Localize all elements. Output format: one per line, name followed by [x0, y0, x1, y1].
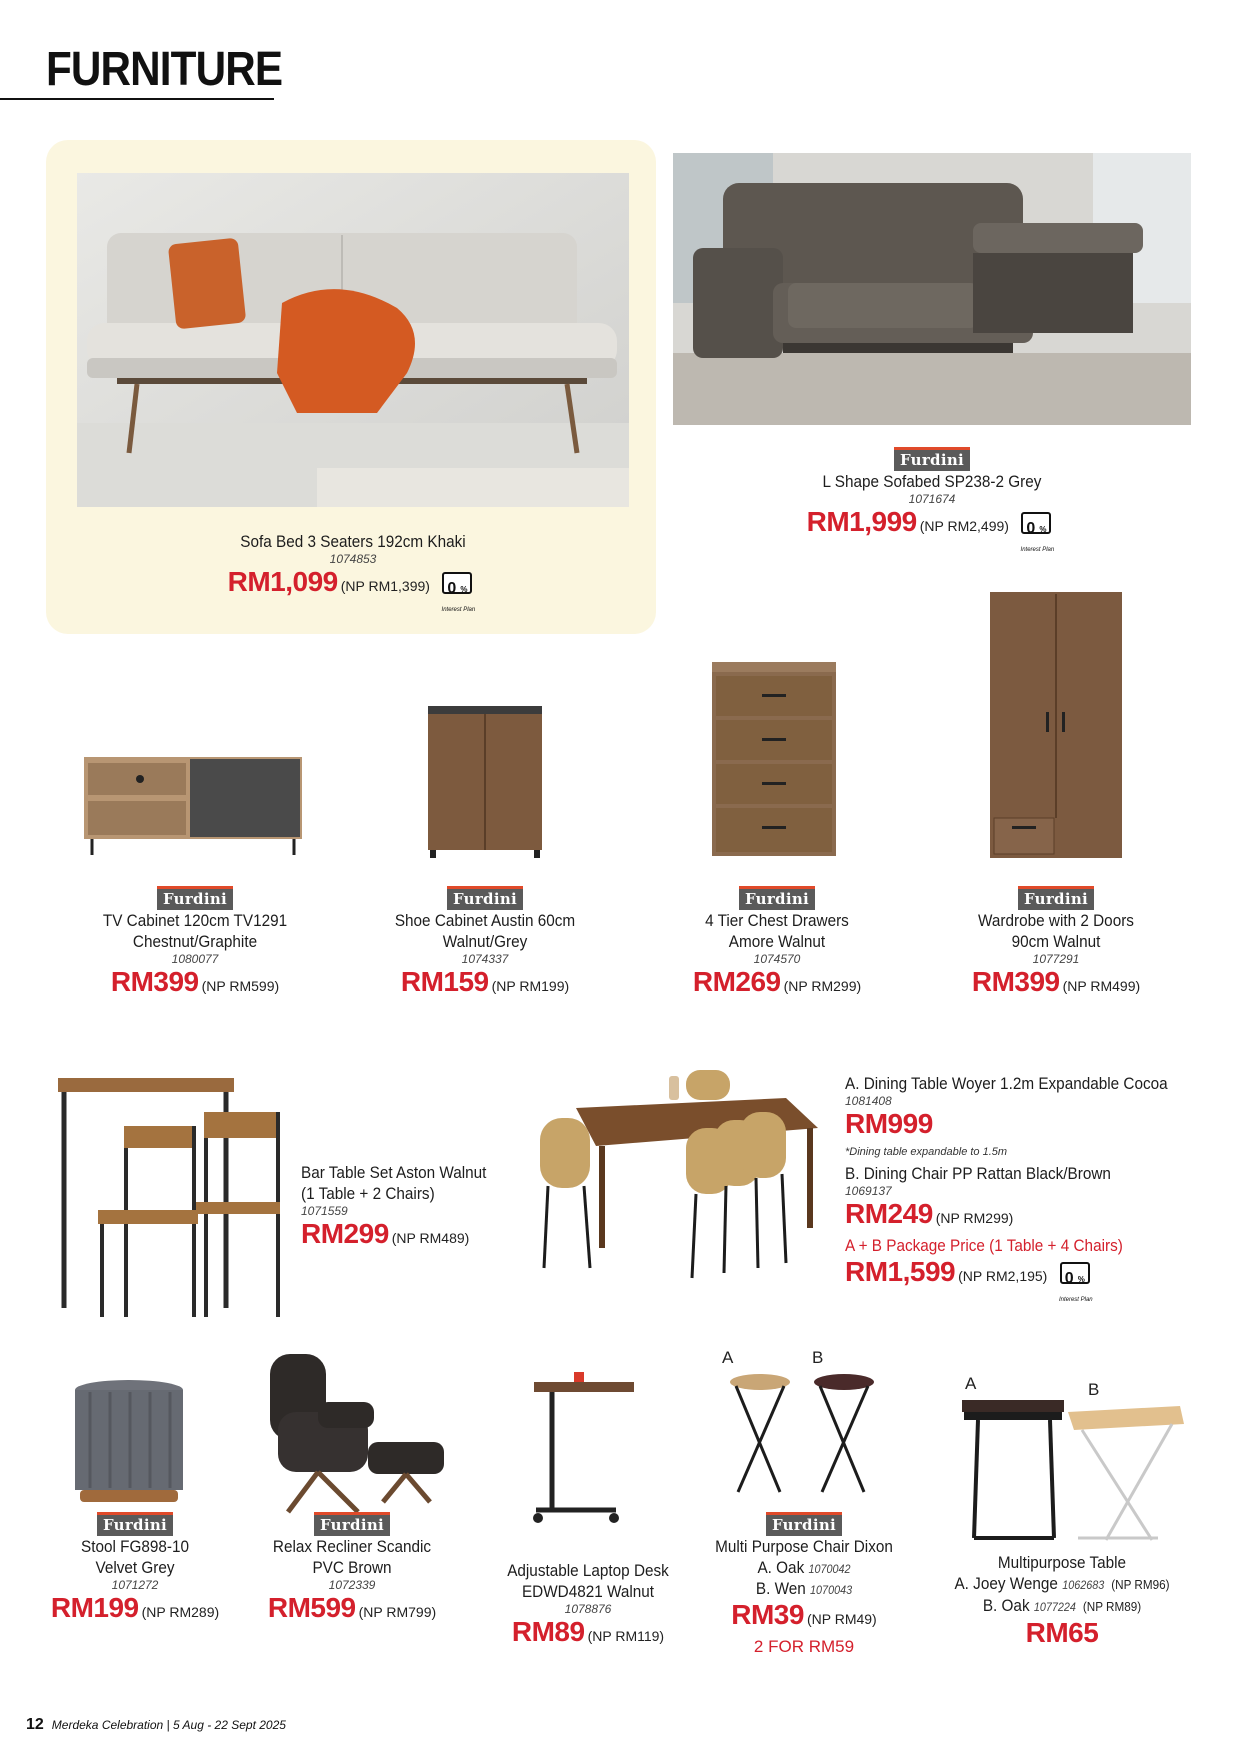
brand-logo: Furdini — [739, 886, 815, 910]
product-sku: 1078876 — [564, 1602, 612, 1616]
normal-price: (NP RM299) — [783, 978, 862, 994]
dining-table-price: RM999 — [845, 1108, 933, 1139]
product-name: Sofa Bed 3 Seaters 192cm Khaki — [240, 532, 466, 551]
product-sku: 1072339 — [328, 1578, 376, 1592]
product-name-line2: (1 Table + 2 Chairs) — [301, 1184, 435, 1203]
product-price: RM399 — [110, 966, 199, 997]
product-name-line2: Velvet Grey — [95, 1558, 175, 1577]
product-sku: 1077291 — [1032, 952, 1080, 966]
variant-a-normal-price: (NP RM96) — [1111, 1577, 1170, 1592]
product-price: RM199 — [50, 1592, 139, 1623]
variant-a-sku: 1062683 — [1062, 1578, 1105, 1592]
product-sku: 1074570 — [753, 952, 801, 966]
normal-price: (NP RM499) — [1062, 978, 1141, 994]
page-footer — [26, 1716, 286, 1734]
product-name-line1: Relax Recliner Scandic — [272, 1537, 432, 1556]
product-sku: 1071272 — [111, 1578, 159, 1592]
catalog-title: Merdeka Celebration | 5 Aug - 22 Sept 2025 — [51, 1718, 286, 1732]
product-name: Multipurpose Table — [997, 1553, 1127, 1572]
normal-price: (NP RM2,195) — [958, 1268, 1048, 1284]
bar-table-set-image[interactable] — [54, 1072, 286, 1317]
dining-chair-sku: 1069137 — [845, 1184, 892, 1198]
package-price: RM1,599 — [845, 1256, 956, 1287]
product-name-line2: Amore Walnut — [728, 932, 826, 951]
dixon-chair-image[interactable] — [716, 1372, 886, 1500]
laptop-desk-image[interactable] — [526, 1368, 642, 1538]
product-name-line1: Stool FG898-10 — [80, 1537, 189, 1556]
product-name-line2: Chestnut/Graphite — [132, 932, 258, 951]
package-label: A + B Package Price (1 Table + 4 Chairs) — [845, 1236, 1123, 1255]
product-price: RM159 — [400, 966, 489, 997]
product-sku: 1071559 — [301, 1204, 348, 1218]
product-price: RM599 — [267, 1592, 356, 1623]
multipurpose-table-image[interactable] — [958, 1398, 1188, 1544]
tv-cabinet-image[interactable] — [82, 755, 304, 857]
variant-b-sku: 1077224 — [1033, 1600, 1076, 1614]
normal-price: (NP RM199) — [491, 978, 570, 994]
variant-label-b: B — [1088, 1380, 1100, 1399]
brand-logo: Furdini — [894, 447, 970, 471]
brand-logo: Furdini — [97, 1512, 173, 1536]
product-name-line2: PVC Brown — [312, 1558, 392, 1577]
variant-b-name: B. Oak — [982, 1596, 1030, 1615]
recliner-image[interactable] — [258, 1352, 448, 1524]
page-title: FURNITURE — [46, 43, 283, 96]
zero-interest-icon: 0 % Interest Plan — [438, 572, 478, 602]
variant-a-name: A. Joey Wenge — [954, 1574, 1058, 1593]
chest-drawers-image[interactable] — [710, 662, 838, 860]
product-name-line2: 90cm Walnut — [1011, 932, 1101, 951]
product-price: RM1,999 — [806, 506, 917, 537]
product-name-line1: Wardrobe with 2 Doors — [978, 911, 1134, 930]
zero-interest-icon: 0 % Interest Plan — [1056, 1262, 1096, 1292]
brand-logo: Furdini — [1018, 886, 1094, 910]
product-sku: 1071674 — [908, 492, 956, 506]
product-price: RM65 — [1025, 1617, 1099, 1648]
page-number: 12 — [26, 1716, 44, 1733]
product-price: RM399 — [971, 966, 1060, 997]
dining-chair-name: B. Dining Chair PP Rattan Black/Brown — [845, 1164, 1111, 1183]
product-name-line1: TV Cabinet 120cm TV1291 — [102, 911, 288, 930]
normal-price: (NP RM49) — [806, 1611, 877, 1627]
brand-logo: Furdini — [157, 886, 233, 910]
variant-label-a: A — [965, 1374, 977, 1393]
dining-table-sku: 1081408 — [845, 1094, 892, 1108]
product-price: RM39 — [731, 1599, 804, 1630]
wardrobe-image[interactable] — [988, 592, 1124, 860]
dining-chair-price: RM249 — [845, 1198, 933, 1229]
product-name-line1: Adjustable Laptop Desk — [507, 1561, 669, 1580]
promo-text: 2 FOR RM59 — [753, 1637, 855, 1656]
product-price: RM1,099 — [227, 566, 338, 597]
variant-a-sku: 1070042 — [808, 1562, 851, 1576]
stool-image[interactable] — [70, 1378, 188, 1506]
product-name-line1: Shoe Cabinet Austin 60cm — [394, 911, 576, 930]
product-name-line2: EDWD4821 Walnut — [521, 1582, 655, 1601]
brand-logo: Furdini — [447, 886, 523, 910]
normal-price: (NP RM119) — [587, 1628, 665, 1644]
zero-interest-icon: 0 % Interest Plan — [1017, 512, 1057, 542]
title-underline — [0, 98, 274, 100]
variant-b-name: B. Wen — [755, 1579, 806, 1598]
normal-price: (NP RM2,499) — [919, 518, 1009, 534]
normal-price: (NP RM299) — [935, 1210, 1014, 1226]
product-price: RM89 — [511, 1616, 585, 1647]
product-sku: 1080077 — [171, 952, 219, 966]
shoe-cabinet-image[interactable] — [426, 706, 544, 858]
product-price: RM269 — [692, 966, 781, 997]
product-name-line1: 4 Tier Chest Drawers — [705, 911, 849, 930]
product-name: L Shape Sofabed SP238-2 Grey — [822, 472, 1042, 491]
normal-price: (NP RM489) — [391, 1230, 470, 1246]
normal-price: (NP RM1,399) — [340, 578, 430, 594]
product-name-line1: Bar Table Set Aston Walnut — [301, 1163, 487, 1182]
product-name-line2: Walnut/Grey — [442, 932, 528, 951]
variant-label-b: B — [812, 1348, 824, 1367]
dining-table-name: A. Dining Table Woyer 1.2m Expandable Cocoa — [845, 1074, 1168, 1093]
product-sku: 1074853 — [329, 552, 377, 566]
normal-price: (NP RM599) — [201, 978, 280, 994]
variant-a-name: A. Oak — [757, 1558, 805, 1577]
product-name: Multi Purpose Chair Dixon — [715, 1537, 893, 1556]
variant-label-a: A — [722, 1348, 734, 1367]
dining-table-note: *Dining table expandable to 1.5m — [845, 1146, 1008, 1158]
normal-price: (NP RM289) — [141, 1604, 220, 1620]
sofa-bed-image[interactable] — [77, 173, 629, 507]
variant-b-sku: 1070043 — [810, 1583, 853, 1597]
brand-logo: Furdini — [314, 1512, 390, 1536]
variant-b-normal-price: (NP RM89) — [1082, 1599, 1142, 1614]
brand-logo: Furdini — [766, 1512, 842, 1536]
product-sku: 1074337 — [461, 952, 509, 966]
normal-price: (NP RM799) — [358, 1604, 437, 1620]
product-price: RM299 — [301, 1218, 389, 1249]
dining-set-image[interactable] — [536, 1068, 824, 1280]
l-shape-sofabed-image[interactable] — [673, 153, 1191, 425]
